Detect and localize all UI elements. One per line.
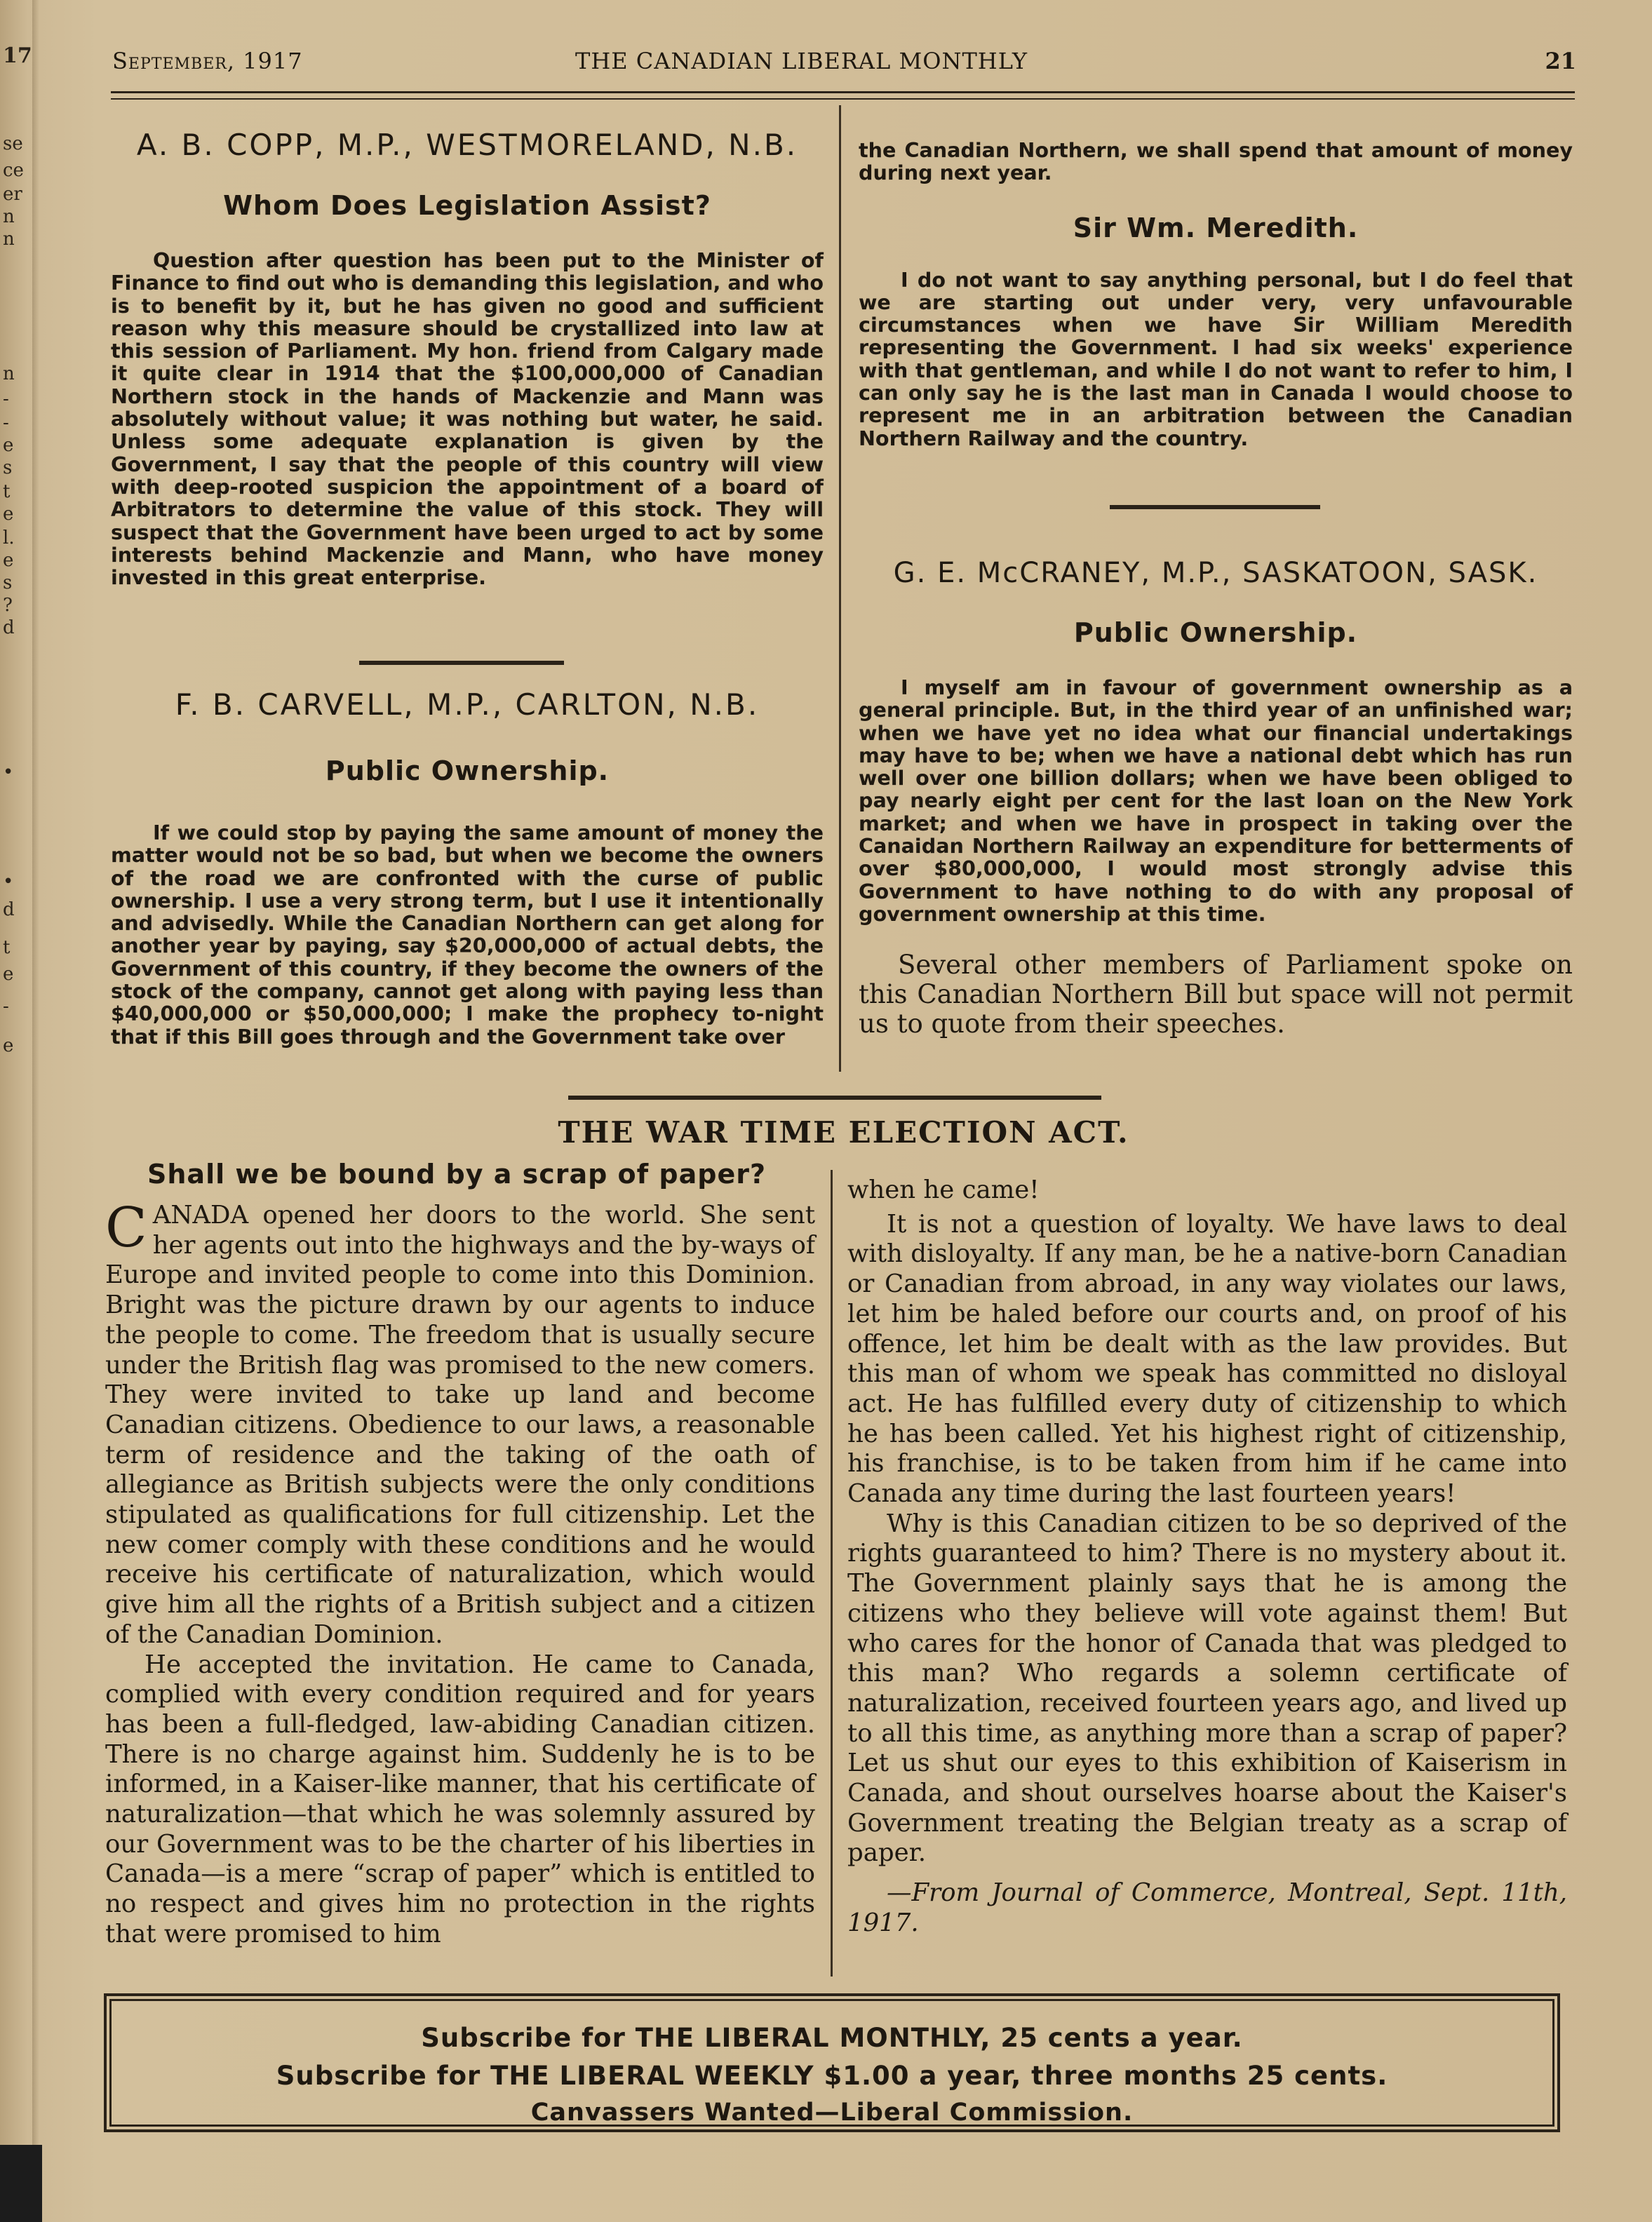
header-rule xyxy=(111,91,1575,93)
copp-subheading: Whom Does Legislation Assist? xyxy=(223,190,711,221)
subscribe-line-weekly: Subscribe for THE LIBERAL WEEKLY $1.00 a year, three months 25 cents. xyxy=(276,2061,1388,2091)
war-act-paragraph-1 xyxy=(105,1197,815,1650)
meredith-subheading: Sir Wm. Meredith. xyxy=(1073,212,1359,243)
gutter-fragment: ? xyxy=(3,595,13,616)
war-act-right-column xyxy=(847,1176,1567,1939)
gutter-fragment: s xyxy=(3,457,13,478)
right-column-top xyxy=(859,139,1573,450)
carvell-section xyxy=(111,687,824,1048)
gutter-fragment: e xyxy=(3,435,14,456)
gutter-fragment: d xyxy=(3,617,15,638)
gutter-top-number: 17 xyxy=(3,43,32,68)
copp-heading: A. B. COPP, M.P., WESTMORELAND, N.B. xyxy=(136,128,798,162)
gutter-fragment: n xyxy=(3,363,15,384)
column-divider-bottom xyxy=(831,1170,833,1977)
gutter-fragment: - xyxy=(3,412,9,433)
gutter-fragment: • xyxy=(3,871,14,892)
copp-section xyxy=(111,128,824,588)
gutter-fragment: n xyxy=(3,229,15,250)
gutter-fragment: e xyxy=(3,504,14,525)
copp-body: Question after question has been put to the Minister of Finance to find out who is demanding this legislation, and who is to benefit by it, but he has given no good and sufficient reason why this measure should be crystallized into law at this session of Parliament. My hon. friend from Calgary made it quite clear in 1914 that the $100,000,000 of Canadian Northern stock in the hands of Mackenzie and Mann was absolutely without value; it was nothing but water, he said. Unless some adequate explanation is given by the Government, I say that the people of this country will view with deep-rooted suspicion the appointment of a board of Arbitrators to determine the value of this stock. They will suspect that the Government have been urged to act by some interests behind Mackenzie and Mann, who have money invested in this great enterprise. xyxy=(111,248,824,590)
gutter-fragment: n xyxy=(3,206,15,227)
page-spine-shadow xyxy=(32,0,39,2222)
subscribe-line-monthly: Subscribe for THE LIBERAL MONTHLY, 25 cents a year. xyxy=(421,2023,1243,2053)
gutter-fragment: - xyxy=(3,996,9,1017)
mccraney-body: I myself am in favour of government ownership as a general principle. But, in the third year of an unfinished war; when we have yet no idea what our financial undertakings may have to be; when we have a national debt which has run well over one billion dollars; when we have been obliged to pay nearly eight per cent for the last loan on the New York market; and when we have in prospect in taking over the Canaidan Northern Railway an expenditure for betterments of over $80,000,000, I would most strongly advise this Government to have nothing to do with any proposal of government ownership at this time. xyxy=(859,675,1573,926)
page-corner-shadow xyxy=(0,2145,42,2222)
gutter-fragment: e xyxy=(3,550,14,571)
war-act-paragraph-2: He accepted the invitation. He came to Canada, complied with every condition required and for years has been a full-fledged, law-abiding Canadian citizen. There is no charge against him. Suddenly he is to be informed, in a Kaiser-like manner, that his certificate of naturalization—that which he was solemnly assured by our Government was to be the charter of his liberties in Canada—is a mere “scrap of paper” which is entitled to no respect and gives him no protection in the rights that were promised to him xyxy=(105,1650,815,1948)
dropcap-letter: C xyxy=(105,1197,147,1260)
carvell-body: If we could stop by paying the same amount of money the matter would not be so bad, but when we become the owners of the road we are confronted with the curse of public ownership. I use a very strong term, but I use it intentionally and advisedly. While the Canadian Northern can get along for another year by paying, say $20,000,000 of actual debts, the Government of this country, if they become the owners of the stock of the company, cannot get along with paying less than $40,000,000 or $50,000,000; I make the prophecy to-night that if this Bill goes through and the Government take over xyxy=(111,821,824,1049)
gutter-fragment: - xyxy=(3,389,9,410)
header-date: September, 1917 xyxy=(112,48,303,74)
mccraney-subheading: Public Ownership. xyxy=(1073,617,1358,648)
gutter-fragment: s xyxy=(3,572,13,593)
canvassers-wanted: Canvassers Wanted—Liberal Commission. xyxy=(530,2099,1134,2127)
gutter-fragment: • xyxy=(3,762,14,783)
war-act-title: THE WAR TIME ELECTION ACT. xyxy=(558,1115,1129,1150)
meredith-body: I do not want to say anything personal, but I do feel that we are starting out under very, very unfavourable circumstances when we have Sir William Meredith representing the Government. I had six weeks' experience with that gentleman, and while I do not want to refer to him, I can only say he is the last man in Canada I would choose to represent me in an arbitration between the Canadian Northern Railway and the country. xyxy=(859,267,1573,450)
war-act-subtitle: Shall we be bound by a scrap of paper? xyxy=(147,1159,766,1190)
mccraney-section xyxy=(859,557,1573,1039)
war-act-rule xyxy=(568,1096,1101,1100)
closing-note: Several other members of Parliament spoke on this Canadian Northern Bill but space will not permit us to quote from their speeches. xyxy=(859,950,1573,1039)
war-act-paragraph-3: It is not a question of loyalty. We have laws to deal with disloyalty. If any man, be he a native-born Canadian or Canadian from abroad, in any way violates our laws, let him be haled before our courts and, on proof of his offence, let him be dealt with as the law provides. But this man of whom we speak has committed no disloyal act. He has fulfilled every duty of citizenship to which he has been called. Yet his highest right of citizenship, his franchise, is to be taken from him if he came into Canada any time during the last fourteen years! xyxy=(847,1209,1567,1509)
mccraney-heading: G. E. McCRANEY, M.P., SASKATOON, SASK. xyxy=(893,557,1538,589)
gutter-fragment: t xyxy=(3,481,11,502)
header-title: THE CANADIAN LIBERAL MONTHLY xyxy=(575,48,1028,74)
gutter-fragment: e xyxy=(3,964,14,985)
carvell-continuation: the Canadian Northern, we shall spend that amount of money during next year. xyxy=(859,138,1573,185)
column-divider-top xyxy=(839,105,841,1072)
section-divider xyxy=(1110,505,1320,509)
carvell-subheading: Public Ownership. xyxy=(325,755,610,786)
carvell-heading: F. B. CARVELL, M.P., CARLTON, N.B. xyxy=(175,687,760,722)
war-act-paragraph-2-continuation: when he came! xyxy=(847,1176,1040,1204)
gutter-fragment: d xyxy=(3,899,15,920)
gutter-fragments xyxy=(0,0,49,2222)
gutter-fragment: e xyxy=(3,1035,14,1056)
gutter-fragment: t xyxy=(3,937,11,958)
gutter-fragment: er xyxy=(3,184,22,205)
gutter-fragment: se xyxy=(3,133,23,154)
war-act-paragraph-1-text: ANADA opened her doors to the world. She sent her agents out into the highways and the by-ways of Europe and invited people to come into this Dominion. Bright was the picture drawn by our agents to induce the people to come. The freedom that is usually secure under the British flag was promised to the new comers. They were invited to take up land and become Canadian citizens. Obedience to our laws, a reasonable term of residence and the taking of the oath of allegiance as British subjects were the only conditions stipulated as qualifications for full citizenship. Let the new comer comply with these conditions and he would receive his certificate of naturalization, which would give him all the rights of a British subject and a citizen of the Canadian Dominion. xyxy=(105,1201,815,1649)
header-rule-secondary xyxy=(111,98,1575,100)
war-act-paragraph-4: Why is this Canadian citizen to be so deprived of the rights guaranteed to him? There is no mystery about it. The Government plainly says that he is among the citizens who they believe will vote against them! But who cares for the honor of Canada that was pledged to this man? Who regards a solemn certificate of naturalization, received fourteen years ago, and lived up to all this time, as anything more than a scrap of paper? Let us shut our eyes to this exhibition of Kaiserism in Canada, and shout ourselves hoarse about the Kaiser's Government treating the Belgian treaty as a scrap of paper. xyxy=(847,1509,1567,1868)
war-act-left-column xyxy=(105,1197,815,1950)
section-divider xyxy=(359,661,564,665)
gutter-fragment: l. xyxy=(3,527,15,548)
war-act-source: —From Journal of Commerce, Montreal, Sept. 11th, 1917. xyxy=(847,1878,1567,1937)
gutter-fragment: ce xyxy=(3,160,24,181)
header-page-number: 21 xyxy=(1545,48,1576,74)
subscribe-box xyxy=(104,1993,1560,2132)
